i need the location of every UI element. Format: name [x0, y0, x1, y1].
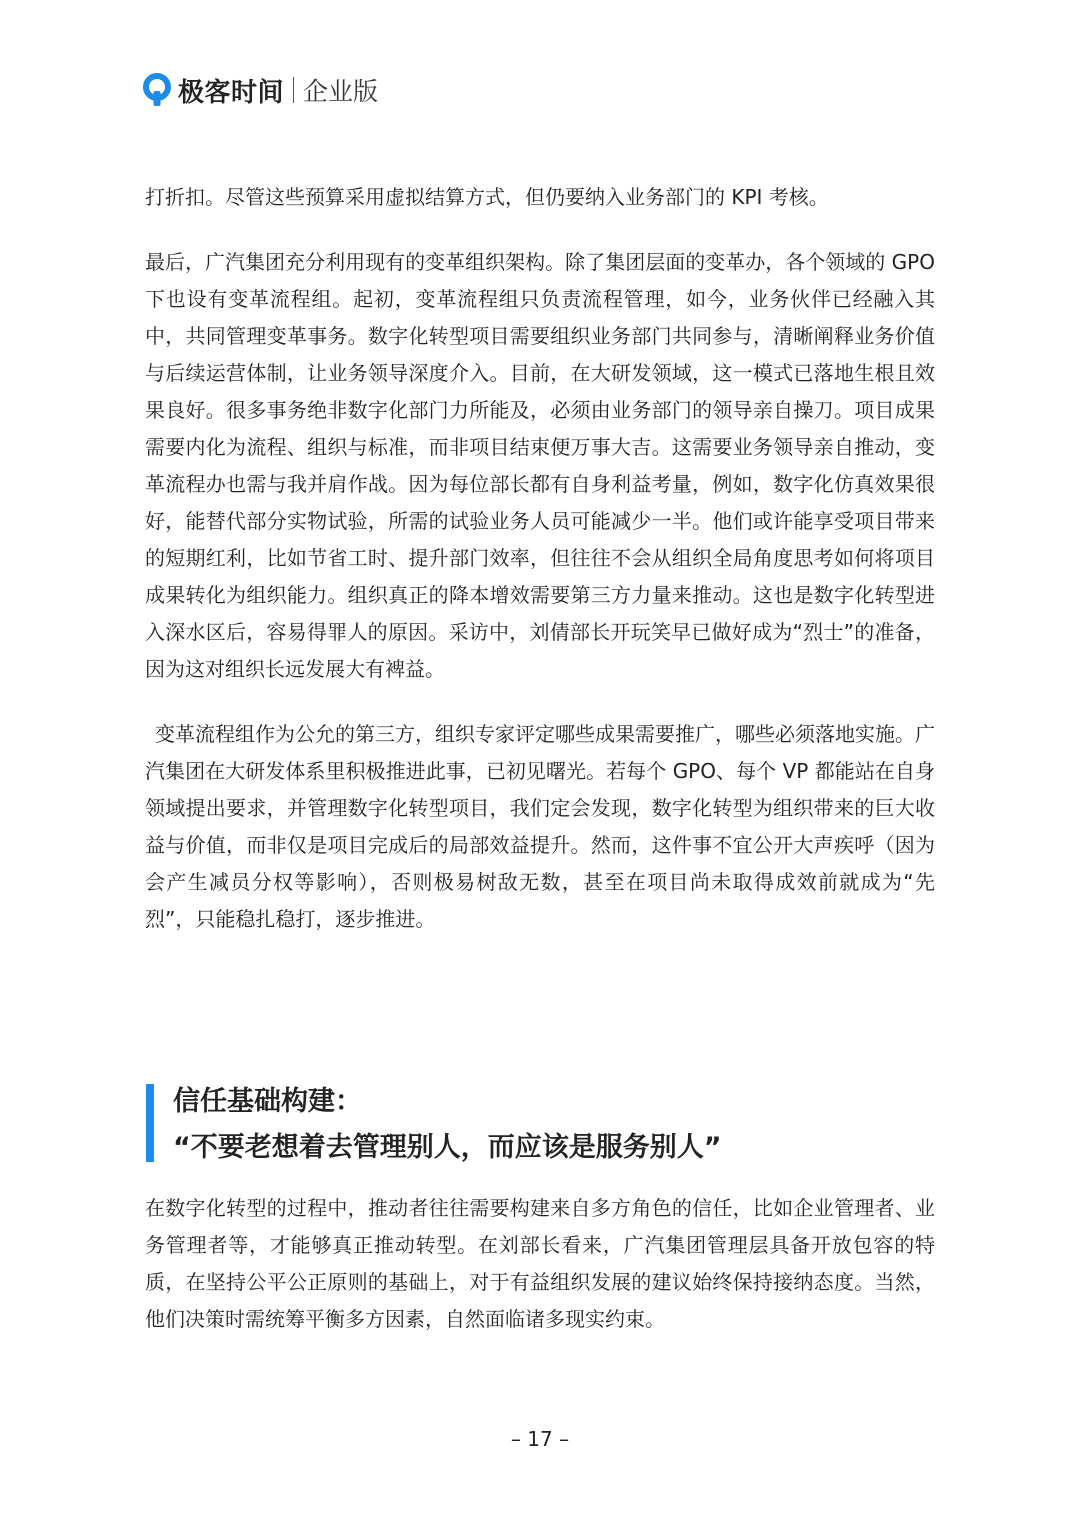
- section-body: [145, 1190, 935, 1338]
- page-header: [142, 70, 378, 110]
- section-title-line-1: 信任基础构建：: [173, 1086, 362, 1117]
- section-heading: [146, 1080, 722, 1170]
- brand-divider: [293, 77, 294, 103]
- paragraph-3: 变革流程组作为公允的第三方，组织专家评定哪些成果需要推广，哪些必须落地实施。广汽集团在大研发体系里积极推进此事，已初见曙光。若每个 GPO、每个 VP 都能站在自身领域提出要求，并管理数字化转型项目，我们定会发现，数字化转型为组织带来的巨大收益与价值，而非仅是项目完成后的局部效益提升。然而，这件事不宜公开大声疾呼（因为会产生减员分权等影响），否则极易树敌无数，甚至在项目尚未取得成效前就成为“先烈”，只能稳扎稳打，逐步推进。: [145, 722, 935, 931]
- section-paragraph: 在数字化转型的过程中，推动者往往需要构建来自多方角色的信任，比如企业管理者、业务管理者等，才能够真正推动转型。在刘部长看来，广汽集团管理层具备开放包容的特质，在坚持公平公正原则的基础上，对于有益组织发展的建议始终保持接纳态度。当然，他们决策时需统筹平衡多方因素，自然面临诸多现实约束。: [145, 1196, 935, 1331]
- article-body: [145, 179, 935, 938]
- geekbang-logo-icon: [142, 73, 172, 107]
- brand-edition: 企业版: [303, 77, 379, 106]
- section-title-line-2: “不要老想着去管理别人，而应该是服务别人”: [173, 1132, 722, 1163]
- paragraph-1: 打折扣。尽管这些预算采用虚拟结算方式，但仍要纳入业务部门的 KPI 考核。: [145, 185, 829, 209]
- paragraph-2: 最后，广汽集团充分利用现有的变革组织架构。除了集团层面的变革办，各个领域的 GPO 下也设有变革流程组。起初，变革流程组只负责流程管理，如今，业务伙伴已经融入其中，共同管理变革事务。数字化转型项目需要组织业务部门共同参与，清晰阐释业务价值与后续运营体制，让业务领导深度介入。目前，在大研发领域，这一模式已落地生根且效果良好。很多事务绝非数字化部门力所能及，必须由业务部门的领导亲自操刀。项目成果需要内化为流程、组织与标准，而非项目结束便万事大吉。这需要业务领导亲自推动，变革流程办也需与我并肩作战。因为每位部长都有自身利益考量，例如，数字化仿真效果很好，能替代部分实物试验，所需的试验业务人员可能减少一半。他们或许能享受项目带来的短期红利，比如节省工时、提升部门效率，但往往不会从组织全局角度思考如何将项目成果转化为组织能力。组织真正的降本增效需要第三方力量来推动。这也是数字化转型进入深水区后，容易得罪人的原因。采访中，刘倩部长开玩笑早已做好成为“烈士”的准备，因为这对组织长远发展大有裨益。: [145, 250, 935, 681]
- brand-name: 极客时间: [178, 77, 285, 108]
- heading-accent-bar: [146, 1084, 154, 1162]
- page-number: – 17 –: [510, 1427, 570, 1451]
